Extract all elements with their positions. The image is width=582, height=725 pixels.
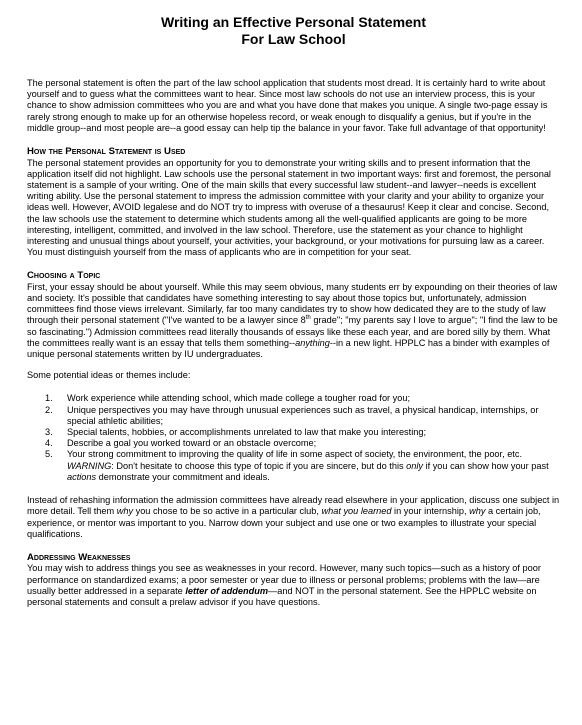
rehash-paragraph <box>27 495 560 540</box>
ordinal-superscript: th <box>305 315 311 322</box>
section-how-used <box>27 146 560 258</box>
section-heading-choosing-topic: Choosing a Topic <box>27 270 101 282</box>
how-used-paragraph: The personal statement provides an opportunity for you to demonstrate your writing skills and to present information that the application itself did not highlight. Law schools use the personal statement in two important ways: first and foremost, the personal statement is a sample of your writing. One of the main skills that every successful law student--and lawyer--needs is excellent writing ability. Use the personal statement to impress the admission committee with your clarity and your ability to organize your ideas well. However, AVOID legalese and do NOT try to impress with overuse of a thesaurus! Keep it clear and concise. Second, the law schools use the statement to determine which students among all the well-qualified applicants are going to be more interesting, intelligent, committed, and involved in the law school. Therefore, use the statement as your chance to highlight interesting and unusual things about yourself, your activities, your background, or your motivations for pursuing law as a career. You must distinguish yourself from the mass of applicants who are in competition for your seat. <box>27 157 551 258</box>
idea5-text-b: : Don't hesitate to choose this type of topic if you are sincere, but do this <box>111 460 407 471</box>
idea5-text-c: if you can show how your past <box>423 460 549 471</box>
weak-text-a: You may wish to address things you see as weaknesses in your record. However, many such topics—such as a history of poor performance on standardized exams; a poor semester or year due to illness or personal problems; problems with the law—are usually better addressed in a separate <box>27 563 541 596</box>
document-title <box>27 14 560 48</box>
list-item-text: Unique perspectives you may have through unusual experiences such as travel, a physical handicap, internships, or special athletic abilities; <box>67 404 539 426</box>
section-addressing-weaknesses <box>27 552 560 608</box>
idea5-emphasis-only: only <box>406 460 424 471</box>
list-item-number: 3. <box>45 427 53 438</box>
list-item <box>45 404 560 427</box>
list-item-number: 5. <box>45 449 53 460</box>
rehash-text-c: in your internship, <box>391 506 470 517</box>
idea5-emphasis-actions: actions <box>67 471 97 482</box>
warning-label: WARNING <box>67 460 112 471</box>
section-heading-how-used: How the Personal Statement is Used <box>27 146 186 158</box>
list-item-number: 1. <box>45 393 53 404</box>
list-item <box>45 427 560 438</box>
topic-text-b: grade"; "my parents say I love to argue"; "I find the law to be so fascinating.") Admission committees read literally thousands of essays like these each year, and are bored silly by them. What the committees really want is an essay that tells them something-- <box>27 315 558 348</box>
topic-emphasis: anything <box>295 337 330 348</box>
section-heading-addressing-weaknesses: Addressing Weaknesses <box>27 551 131 563</box>
idea5-text-a: Your strong commitment to improving the quality of life in some aspect of society, the environment, the poor, etc. <box>67 449 523 460</box>
topic-text-c: --in a new light. HPPLC has a binder with examples of unique personal statements written by IU undergraduates. <box>27 337 550 360</box>
title-line-2: For Law School <box>241 31 346 47</box>
list-item <box>45 438 560 449</box>
rehash-emphasis-why-2: why <box>469 506 486 517</box>
section-choosing-topic <box>27 270 560 540</box>
idea5-text-d: demonstrate your commitment and ideals. <box>96 471 270 482</box>
weak-text-b: —and NOT in the personal statement. See the HPPLC website on personal statements and consult a prelaw advisor if you have questions. <box>27 585 537 608</box>
weaknesses-paragraph <box>27 563 560 608</box>
list-item-number: 4. <box>45 438 53 449</box>
list-item-text: Special talents, hobbies, or accomplishments unrelated to law that make you interesting; <box>67 427 427 438</box>
list-item <box>45 449 560 483</box>
list-item-text: Work experience while attending school, which made college a tougher road for you; <box>67 393 411 404</box>
letter-of-addendum-emphasis: letter of addendum <box>185 585 269 596</box>
list-item <box>45 393 560 404</box>
rehash-text-b: you chose to be so active in a particular club, <box>133 506 322 517</box>
topic-text-a: First, your essay should be about yourself. While this may seem obvious, many students err by expounding on their theories of law and society. It's possible that candidates have something interesting to say about those topics but, unfortunately, admission committees find those views irrelevant. Similarly, far too many candidates try to show how dedicated they are to the study of law through their personal statement ("I've wanted to be a lawyer since 8 <box>27 281 558 326</box>
ideas-intro: Some potential ideas or themes include: <box>27 370 191 381</box>
list-item-number: 2. <box>45 404 53 415</box>
topic-paragraph <box>27 282 560 360</box>
rehash-text-a: Instead of rehashing information the admission committees have already read elsewhere in your application, discuss one subject in more detail. Tell them <box>27 495 560 517</box>
rehash-emphasis-why: why <box>116 506 134 517</box>
title-line-1: Writing an Effective Personal Statement <box>160 14 427 30</box>
ideas-list <box>27 393 560 483</box>
rehash-emphasis-learned: what you learned <box>321 506 392 517</box>
intro-paragraph: The personal statement is often the part of the law school application that students most dread. It is certainly hard to write about yourself and to guess what the committees want to hear. Since most law schools do not use an interview process, this is your chance to show admission committees who you are and what you have done that makes you unique. A single two-page essay is rarely strong enough to make up for an otherwise hopeless record, or weak enough to disqualify a genius, but if you're in the middle group--and most people are--a good essay can help tip the balance in your favor. Take full advantage of that opportunity! <box>27 78 548 133</box>
list-item-text: Describe a goal you worked toward or an obstacle overcome; <box>67 438 317 449</box>
rehash-text-d: a certain job, experience, or mentor was important to you. Narrow down your subject and use one or two examples to illustrate your special qualifications. <box>27 506 541 539</box>
